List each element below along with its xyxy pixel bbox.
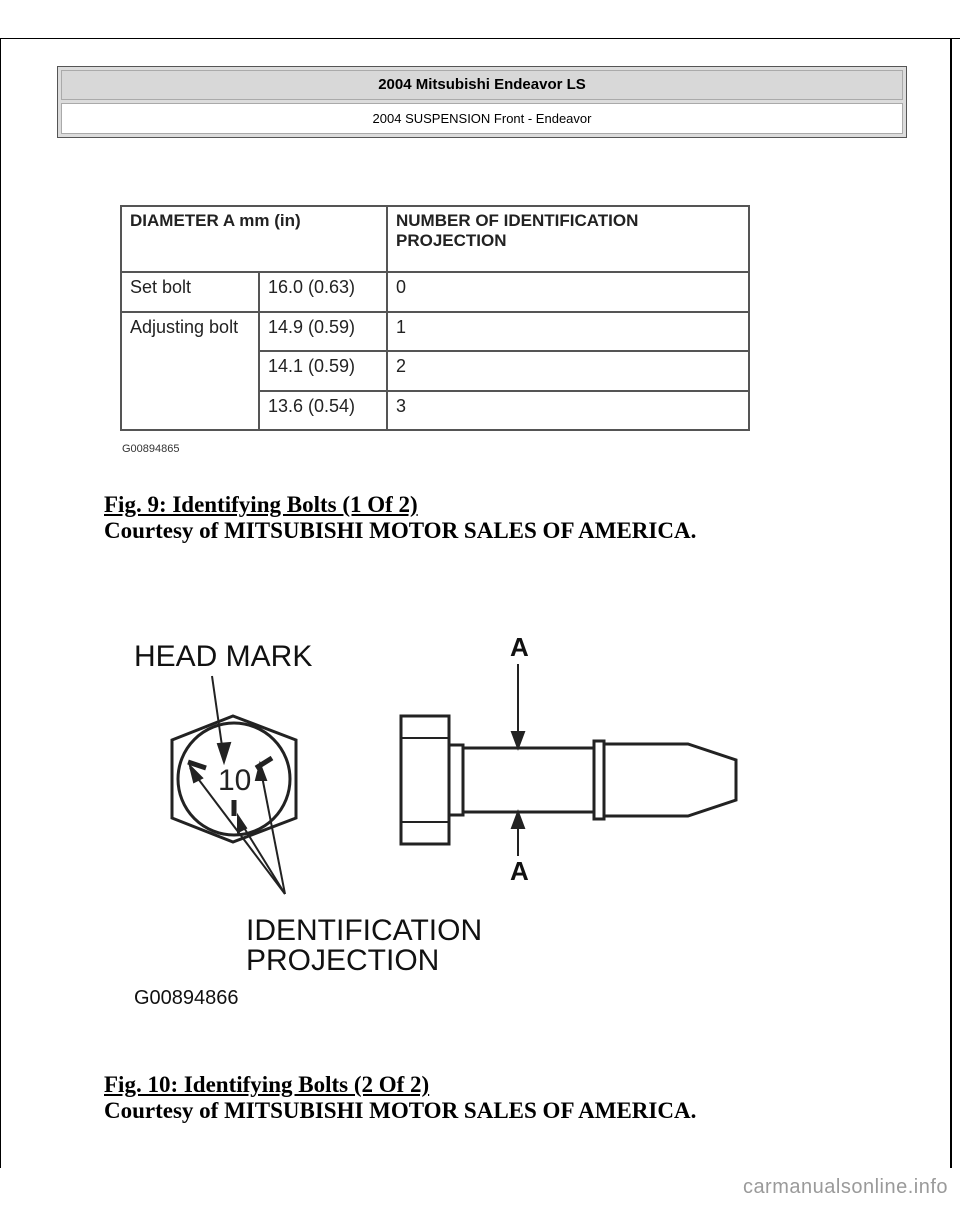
bolt-type-cell: Set bolt bbox=[121, 272, 259, 312]
diameter-cell: 14.9 (0.59) bbox=[259, 312, 387, 352]
projection-count-cell: 0 bbox=[387, 272, 749, 312]
diagram-figure-id: G00894866 bbox=[134, 987, 239, 1009]
fig9-courtesy: Courtesy of MITSUBISHI MOTOR SALES OF AMERICA. bbox=[104, 518, 697, 543]
table-row bbox=[121, 312, 749, 352]
dimension-a-bottom-label: A bbox=[510, 856, 529, 886]
dimension-arrows bbox=[512, 664, 524, 856]
page-frame-left bbox=[0, 38, 1, 1168]
diameter-cell: 14.1 (0.59) bbox=[259, 351, 387, 391]
table-row bbox=[121, 272, 749, 312]
table-header-row bbox=[121, 206, 749, 272]
bolt-side-view bbox=[401, 716, 736, 844]
projection-count-cell: 3 bbox=[387, 391, 749, 431]
watermark: carmanualsonline.info bbox=[742, 1176, 948, 1198]
document-title: 2004 Mitsubishi Endeavor LS bbox=[61, 70, 903, 100]
table-header-diameter: DIAMETER A mm (in) bbox=[121, 206, 387, 272]
bolt-diagram bbox=[120, 620, 760, 1020]
identification-label-line2: PROJECTION bbox=[246, 944, 440, 977]
dimension-a-top-label: A bbox=[510, 632, 529, 662]
projection-count-cell: 1 bbox=[387, 312, 749, 352]
table-figure-id: G00894865 bbox=[122, 443, 180, 455]
fig10-courtesy: Courtesy of MITSUBISHI MOTOR SALES OF AMERICA. bbox=[104, 1098, 697, 1123]
document-subtitle: 2004 SUSPENSION Front - Endeavor bbox=[61, 103, 903, 134]
projection-count-cell: 2 bbox=[387, 351, 749, 391]
head-mark-label: HEAD MARK bbox=[134, 640, 313, 673]
fig10-caption bbox=[104, 1072, 696, 1124]
fig9-title[interactable]: Fig. 9: Identifying Bolts (1 Of 2) bbox=[104, 492, 418, 517]
head-number: 10 bbox=[218, 764, 252, 797]
bolt-type-cell: Adjusting bolt bbox=[121, 312, 259, 431]
bolt-head-end-view bbox=[172, 716, 296, 842]
bolt-table-figure bbox=[120, 205, 750, 431]
page-frame-top bbox=[0, 38, 960, 39]
table-header-projection: NUMBER OF IDENTIFICATION PROJECTION bbox=[387, 206, 749, 272]
diameter-cell: 13.6 (0.54) bbox=[259, 391, 387, 431]
fig9-caption bbox=[104, 492, 696, 544]
document-header bbox=[57, 66, 907, 138]
bolt-identification-table bbox=[120, 205, 750, 431]
page-frame-right bbox=[950, 38, 952, 1168]
diameter-cell: 16.0 (0.63) bbox=[259, 272, 387, 312]
fig10-title[interactable]: Fig. 10: Identifying Bolts (2 Of 2) bbox=[104, 1072, 430, 1097]
identification-label-line1: IDENTIFICATION bbox=[246, 914, 483, 947]
